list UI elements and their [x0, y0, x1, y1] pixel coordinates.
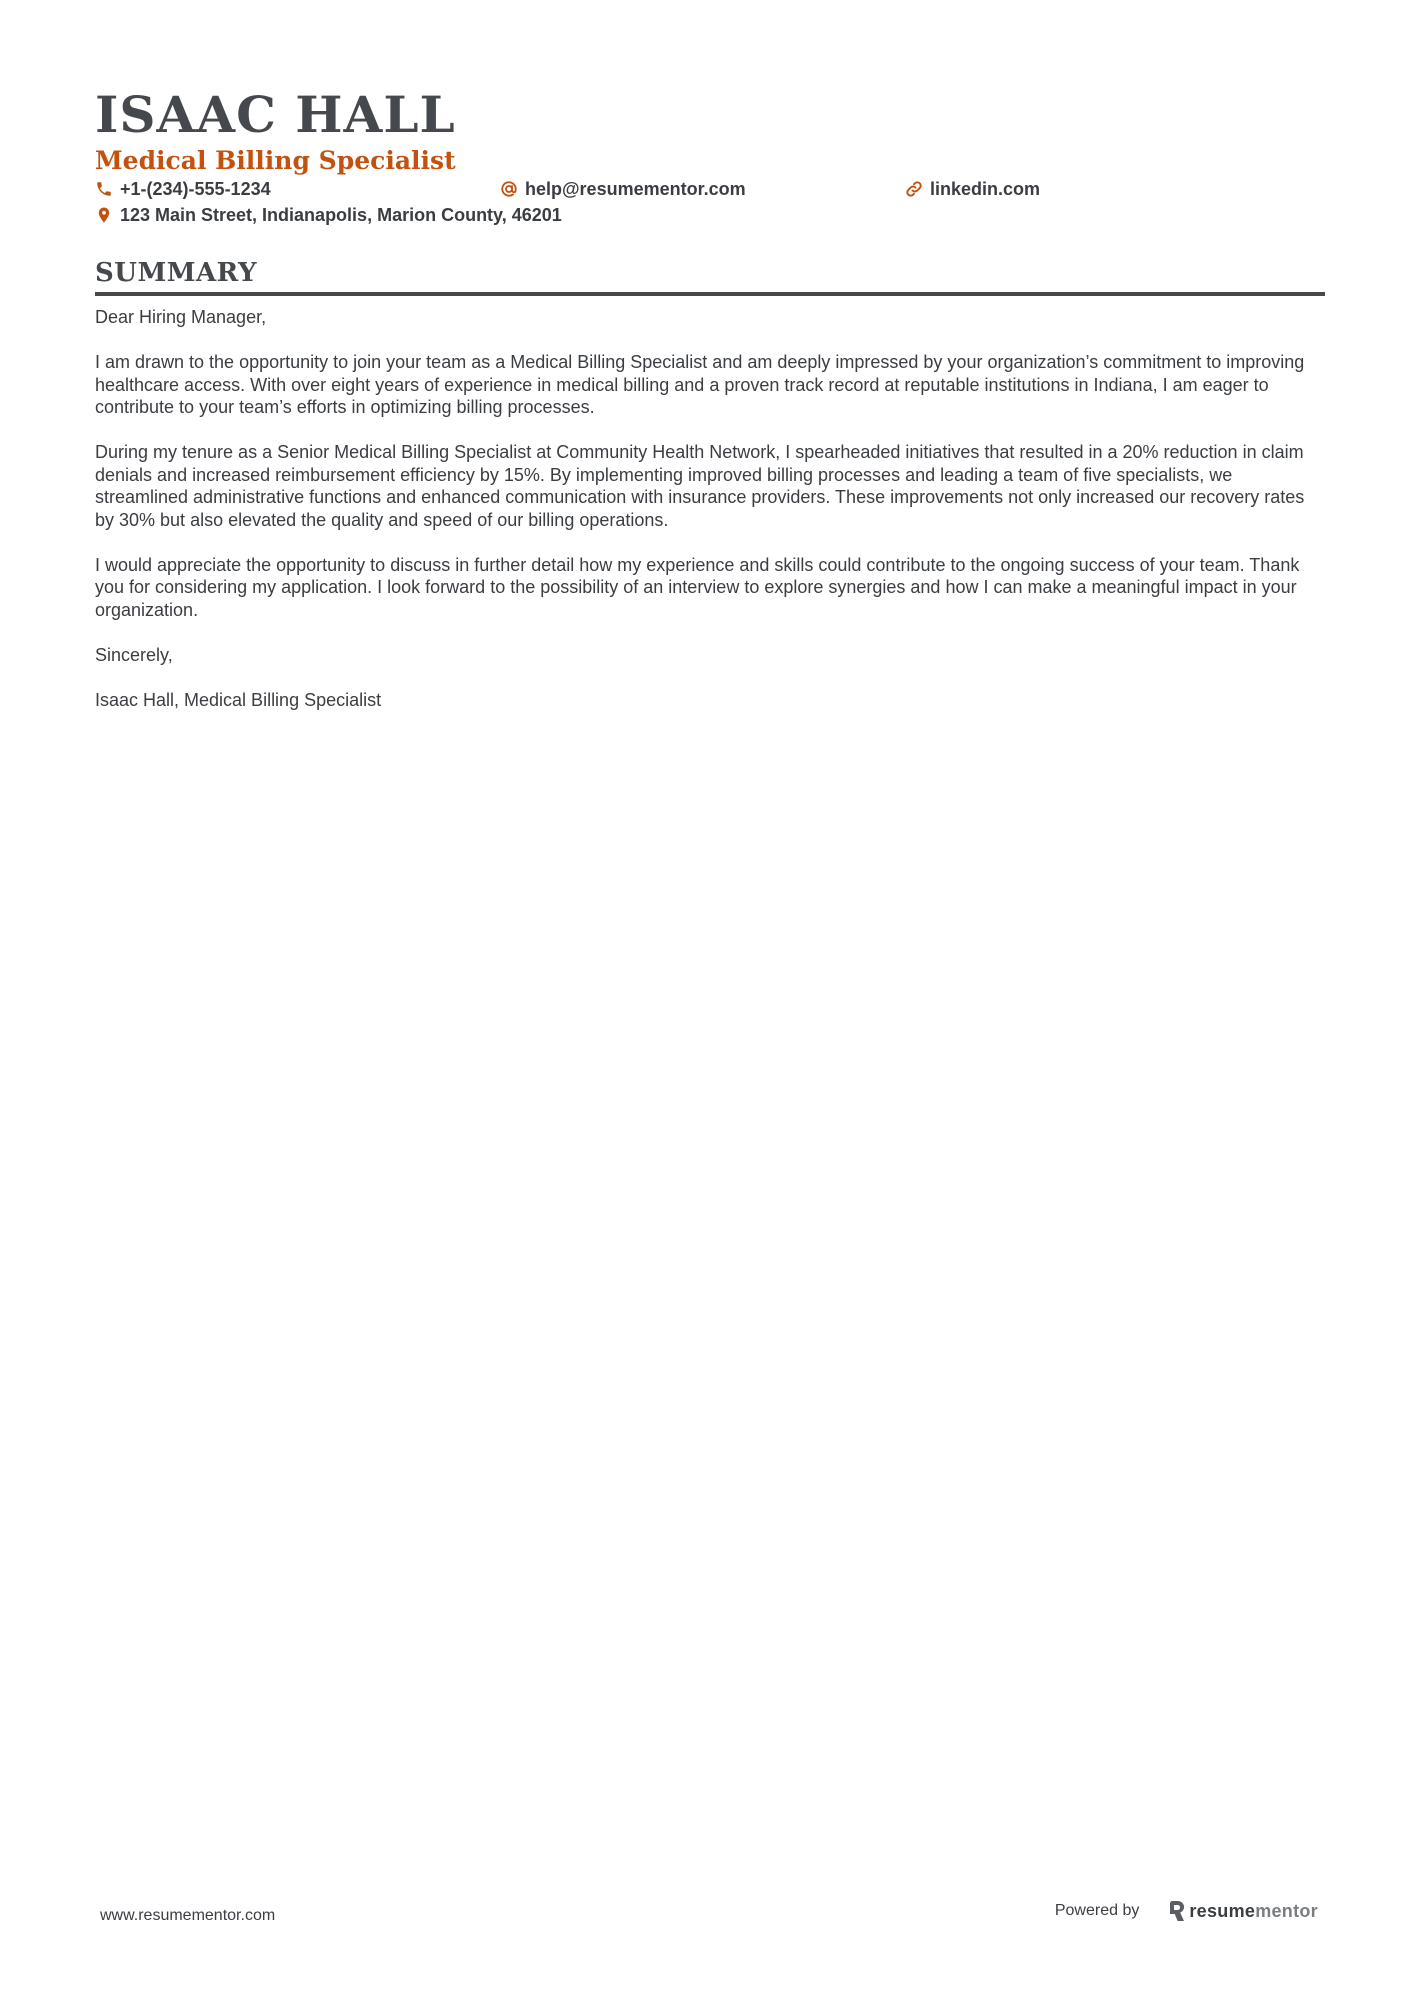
contact-row-2: [95, 202, 1325, 228]
candidate-name: ISAAC HALL: [95, 85, 456, 144]
letter-paragraph: I would appreciate the opportunity to discuss in further detail how my experience and skills could contribute to the ongoing success of your team. Thank you for considering my application. I look forward to the possibility of an interview to explore synergies and how I can make a meaningful impact in your organization.: [95, 554, 1300, 620]
footer-website[interactable]: www.resumementor.com: [100, 1907, 276, 1924]
resumementor-logo-icon: [1169, 1900, 1185, 1922]
letter-paragraph: During my tenure as a Senior Medical Billing Specialist at Community Health Network, I spearheaded initiatives that resulted in a 20% reduction in claim denials and increased reimbursement efficiency by 15%. By implementing improved billing processes and leading a team of five specialists, we streamlined administrative functions and enhanced communication with insurance providers. These improvements not only increased our recovery rates by 30% but also elevated the quality and speed of our billing operations.: [95, 442, 1305, 530]
contact-row-1: [95, 176, 1325, 202]
letter-body: [95, 306, 1325, 711]
address-text: 123 Main Street, Indianapolis, Marion County, 46201: [120, 205, 562, 225]
contact-address: [95, 202, 562, 228]
contact-phone: [95, 176, 271, 202]
phone-text: +1-(234)-555-1234: [120, 179, 271, 199]
section-title: SUMMARY: [95, 258, 258, 288]
candidate-role: Medical Billing Specialist: [95, 146, 456, 175]
brand-name-part1: resume: [1189, 1900, 1256, 1921]
header: [95, 84, 1325, 228]
location-pin-icon: [95, 206, 113, 224]
email-text[interactable]: help@resumementor.com: [525, 179, 746, 199]
at-sign-icon: [500, 180, 518, 198]
contact-link[interactable]: [905, 176, 1040, 202]
section-divider: [95, 292, 1325, 296]
letter-signature: Isaac Hall, Medical Billing Specialist: [95, 689, 382, 710]
letter-greeting: Dear Hiring Manager,: [95, 307, 267, 327]
brand-name-part2: mentor: [1255, 1900, 1318, 1921]
contact-email[interactable]: [500, 176, 746, 202]
powered-by-label: Powered by: [1054, 1902, 1140, 1919]
summary-section: [95, 256, 1325, 734]
letter-paragraph: I am drawn to the opportunity to join your team as a Medical Billing Specialist and am deeply impressed by your organization’s commitment to improving healthcare access. With over eight years of experience in medical billing and a proven track record at reputable institutions in Indiana, I am eager to contribute to your team’s efforts in optimizing billing processes.: [95, 352, 1305, 417]
letter-closing: Sincerely,: [95, 644, 173, 665]
footer-branding: [1055, 1900, 1318, 1922]
link-text[interactable]: linkedin.com: [930, 179, 1041, 199]
phone-icon: [95, 180, 113, 198]
link-icon: [905, 180, 923, 198]
brand-logo[interactable]: [1169, 1900, 1318, 1922]
